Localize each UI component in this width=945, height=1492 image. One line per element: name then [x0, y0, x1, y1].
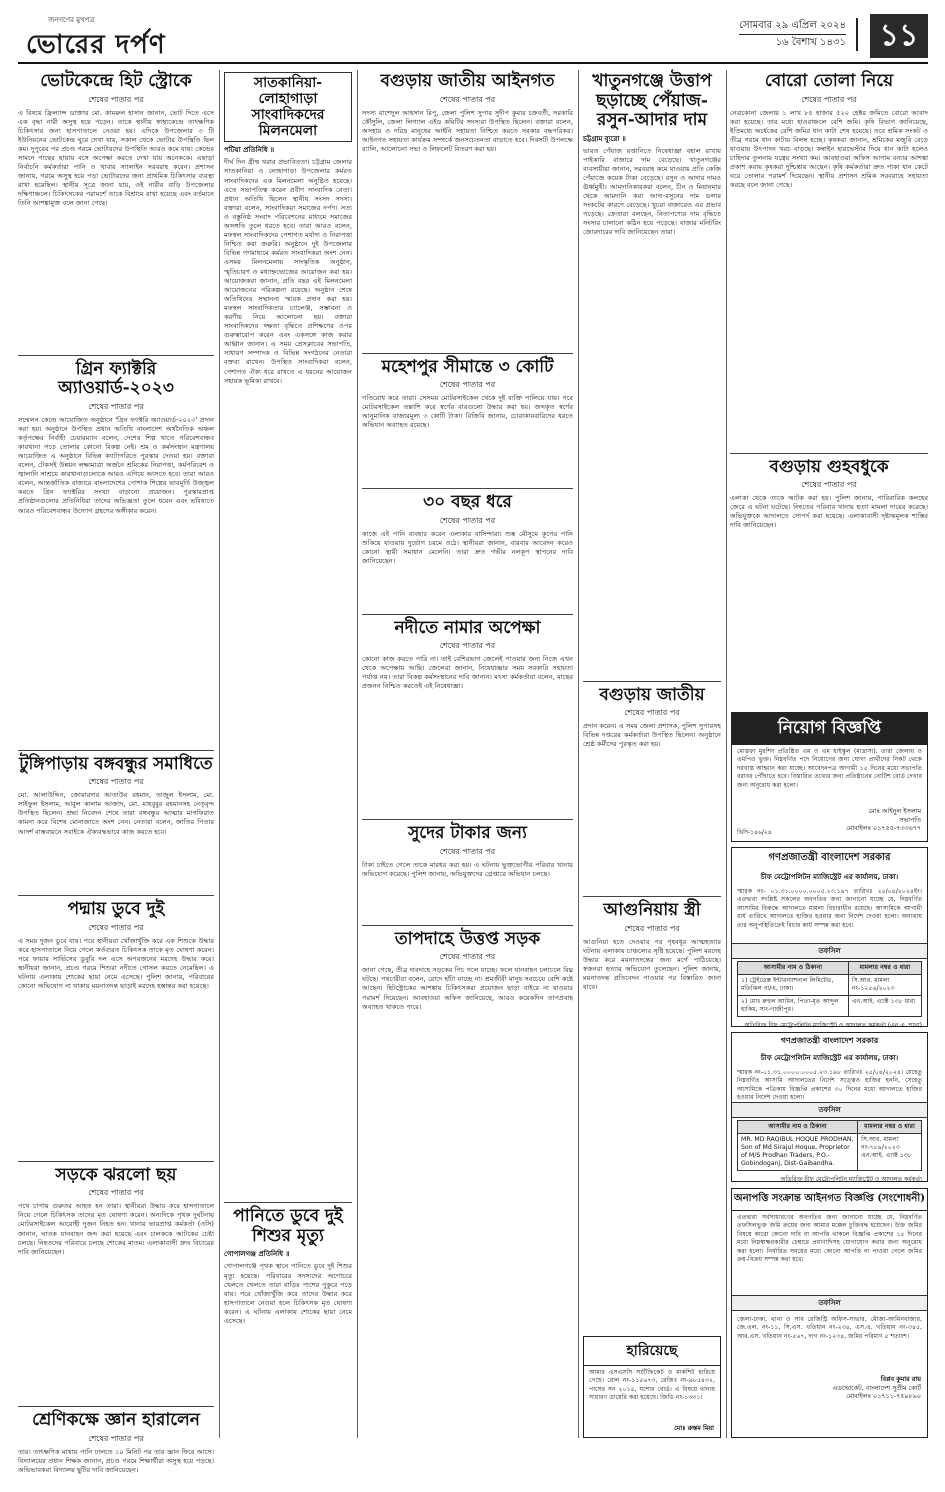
continued-label: শেষের পাতার পর — [801, 94, 857, 104]
column-2 — [224, 70, 352, 1440]
article-padma-drowning — [18, 900, 214, 1157]
article-body: পথে চাপায় গুরুতর আহত হন তারা। স্থানীয়রা উদ্ধার করে হাসপাতালে নিয়ে গেলে চিকিৎসক তাদের মৃত ঘোষণা করেন। অন্যদিকে পৃথক দুর্ঘটনায় মোটরসাইকেল আরোহী দুজন নিহত হন। থানার ভারপ্রাপ্ত কর্মকর্তা (ওসি) জানান, ঘাতক যানবাহন জব্দ করা হয়েছে এবং চালককে আটকের চেষ্টা চলছে। নিহতদের পরিবারে চলছে শোকের মাতম। এলাকাবাসী দ্রুত বিচারের দাবি জানিয়েছেন। — [18, 1202, 214, 1256]
table-caption: তফসিল — [732, 943, 927, 959]
article-bogura-national — [583, 686, 721, 893]
schedule-table — [737, 1120, 922, 1171]
tagline: জনগণের মুখপত্র — [48, 16, 95, 24]
article-khatunganj — [583, 72, 721, 677]
continued-label: শেষের পাতার পর — [439, 380, 496, 390]
article-body: টাকা চাইতে গেলে তাকে মারধর করা হয়। এ ঘটনায় ভুক্তভোগীর পরিবার থানায় অভিযোগ করেছে। পুলিশ জানায়, অভিযুক্তদের গ্রেপ্তারে অভিযান চলছে। — [362, 860, 573, 878]
signatory-title: এডভোকেট, বাংলাদেশ সুপ্রীম কোর্ট — [832, 1383, 921, 1392]
headline: গ্রিন ফ্যাক্টরি অ্যাওয়ার্ড-২০২৩ — [58, 358, 174, 399]
article-tungipara — [18, 755, 214, 892]
article-green-factory — [18, 360, 214, 746]
article-heatwave-road — [362, 930, 573, 1447]
byline: চট্টগ্রাম ব্যুরো ॥ — [583, 134, 626, 143]
recruitment-ad — [731, 712, 928, 842]
article-bogura-legal — [362, 72, 573, 349]
continued-label: শেষের পাতার পর — [439, 641, 496, 651]
paper-name: ভোরের দর্পণ — [26, 30, 166, 60]
divider — [583, 896, 721, 897]
headline: ৩০ বছর ধরে — [423, 492, 512, 513]
article-body: গতিরোধ করে তারা। সেসময় মোটরসাইকেল থেকে দুই ব্যক্তি পালিয়ে যায়। পরে মোটরসাইকেল তল্লাশি করে স্বর্ণের বারগুলো উদ্ধার করা হয়। জব্দকৃত স্বর্ণের আনুমানিক বাজারমূল্য ৩ কোটি টাকা। বিজিবি জানায়, চোরাকারবারিদের ধরতে অভিযান অব্যাহত রয়েছে। — [362, 394, 573, 430]
column-divider — [219, 70, 220, 1438]
article-classroom-faint — [18, 1411, 214, 1488]
article-body: এ বিষয়ে ফ্রিল্যান্স ডাক্তার মো. কামরুল হাসান জানান, ভোট দিতে এসে এক বৃদ্ধা নারী অসুস্থ হয়ে পড়েন। তাকে স্থানীয় স্বাস্থ্যকেন্দ্রে তাৎক্ষণিক চিকিৎসার জন্য হাসপাতালে নেওয়া হয়। এদিকে উপজেলার ৩ টি ইউনিয়নের ভোটকেন্দ্র ঘুরে দেখা যায়, সকাল থেকে ভোটার উপস্থিতি ছিল কম। দুপুরের পর প্রচণ্ড গরমে ভোটারদের উপস্থিতি আরও কমে যায়। কেন্দ্রের সামনে গাছের ছায়ায় বসে অপেক্ষা করতে দেখা যায় অনেককে। এছাড়া নির্বাচনি কর্মকর্তারা পানি ও খাবার স্যালাইন সরবরাহ করেন। প্রশাসন জানায়, গরমে অসুস্থ হয়ে পড়া ভোটারদের জন্য প্রাথমিক চিকিৎসার ব্যবস্থা রাখা হয়েছিল। স্থানীয় সূত্রে জানা যায়, ওই নারীর বাড়ি উপজেলার দক্ষিণাঞ্চলে। চিকিৎসকের পরামর্শে তাকে বিশ্রামে রাখা হয়েছে এবং বর্তমানে তিনি আশঙ্কামুক্ত বলে জানা গেছে। — [18, 108, 214, 208]
headline: বগুড়ায় জাতীয় — [599, 684, 705, 705]
article-body: এলাকা থেকে তাকে আটক করা হয়। পুলিশ জানায়, পারিবারিক কলহের জেরে এ ঘটনা ঘটেছে। নিহতের পরিবার থানায় হত্যা মামলা দায়ের করেছে। অভিযুক্তকে আদালতে সোপর্দ করা হয়েছে। এলাকাবাসী দৃষ্টান্তমূলক শাস্তির দাবি জানিয়েছেন। — [730, 494, 928, 530]
date-bengali: ১৬ বৈশাখ ১৪৩১ — [775, 37, 846, 48]
ad-banner: হারিয়েছে — [584, 1337, 720, 1366]
headline: খাতুনগঞ্জে উত্তাপ ছড়াচ্ছে পেঁয়াজ-রসুন-আদার দাম — [592, 71, 712, 131]
headline: আগুনিয়ায় স্ত্রী — [603, 900, 701, 921]
divider — [362, 614, 573, 615]
headline: শ্রেণিকক্ষে জ্ঞান হারালেন — [32, 1410, 200, 1431]
continued-label: শেষের পাতার পর — [88, 94, 144, 104]
headline: বোরো তোলা নিয়ে — [764, 71, 894, 91]
continued-label: শেষের পাতার পর — [439, 94, 496, 104]
court-notice-ad — [731, 847, 928, 1027]
signatory-phone: মোবাইলঃ ০১৭১১-৭৫৯৮৯০ — [846, 1392, 921, 1401]
article-body: এ সময় দুজন ডুবে যায়। পরে স্থানীয়রা খোঁজাখুঁজি করে এক শিশুকে উদ্ধার করে হাসপাতালে নিয়ে গেলে কর্তব্যরত চিকিৎসক তাকে মৃত ঘোষণা করেন। পরে ফায়ার সার্ভিসের ডুবুরি দল এসে অপরজনের মরদেহ উদ্ধার করে। স্থানীয়রা জানান, প্রচণ্ড গরমে শিশুরা নদীতে গোসল করতে নেমেছিল। এ ঘটনায় এলাকায় শোকের ছায়া নেমে এসেছে। পুলিশ জানায়, পরিবারের কোনো অভিযোগ না থাকায় ময়নাতদন্ত ছাড়াই মরদেহ হস্তান্তর করা হয়েছে। — [18, 936, 214, 991]
dateline — [739, 18, 858, 51]
article-body: জানা গেছে, তীব্র দাবদাহে সড়কের পিচ গলে যাচ্ছে। ফলে যানবাহন চলাচলে বিঘ্ন ঘটছে। পথচারীরা বলেন, রোদে হাঁটা যাচ্ছে না। শ্রমজীবী মানুষ সবচেয়ে বেশি কষ্টে আছেন। হিটস্ট্রোকের আশঙ্কায় চিকিৎসকরা প্রয়োজন ছাড়া বাইরে না যাওয়ার পরামর্শ দিয়েছেন। আবহাওয়া অফিস জানিয়েছে, আরও কয়েকদিন তাপপ্রবাহ অব্যাহত থাকতে পারে। — [362, 966, 573, 1011]
ad-ref: ভিদি-১৪৬/২৪ — [737, 829, 772, 836]
ad-subtitle: চীফ মেট্রোপলিটন ম্যাজিস্ট্রেট এর কার্যালয়, ঢাকা। — [760, 873, 899, 881]
signatory-title: সভাপতি — [899, 815, 921, 824]
ad-signature: মোঃ রুস্তম মিয়া — [674, 1424, 714, 1432]
court-notice-ad-2 — [731, 1032, 928, 1182]
divider — [362, 819, 573, 820]
date-gregorian: সোমবার ২৯ এপ্রিল ২০২৪ — [739, 18, 846, 35]
continued-label: শেষের পাতার পর — [439, 846, 496, 856]
divider — [18, 750, 214, 751]
ad-signature: অতিরিক্ত চীফ মেট্রোপলিটন ম্যাজিস্ট্রেট ও আদালত কর্মকর্তা — [780, 1176, 922, 1183]
ad-body: মোস্তফা মুরশিদ প্রতিষ্ঠিত এম ও এম হাইস্কুল (মাদ্রাসা), তারা জেলায় ও এমপিও ভুক্ত। নিম্নবর্ণিত পদে নিয়োগের জন্য যোগ্য প্রার্থীদের নিকট থেকে দরখাস্ত আহ্বান করা যাচ্ছে। আবেদনপত্র আগামী ১৫ দিনের মধ্যে সভাপতি বরাবর পৌঁছাতে হবে। বিস্তারিত তথ্যের জন্য প্রতিষ্ঠানের নোটিশ বোর্ড দেখার জন্য অনুরোধ করা হলো। — [737, 748, 922, 789]
column-divider — [578, 70, 579, 1438]
continued-label: শেষের পাতার পর — [88, 777, 144, 787]
table-cell: সি.আর. মামলা নং-৭৮৯/২০২৩ এন.আই. এ্যাক্ট ১৩৮ — [858, 1134, 922, 1171]
headline: সাতকানিয়া-লোহাগাড়া সাংবাদিকদের মিলনমেলা — [224, 72, 352, 142]
column-1 — [18, 70, 214, 1475]
article-body: সম্মেলন কেন্দ্রে আয়োজিত অনুষ্ঠানে 'গ্রিন ফ্যাক্টরি অ্যাওয়ার্ড-২০২৩' প্রদান করা হয়। অনুষ্ঠানে উপস্থিত প্রধান অতিথি বাংলাদেশ অর্থনৈতিক অঞ্চল কর্তৃপক্ষের নির্বাহী চেয়ারম্যান বলেন, দেশের শিল্প খাতে পরিবেশবান্ধব কারখানা গড়ে তোলার কোনো বিকল্প নেই। শ্রম ও কর্মসংস্থান মন্ত্রণালয় আয়োজিত এ অনুষ্ঠানে বিভিন্ন ক্যাটাগরিতে পুরস্কার দেওয়া হয়। বক্তারা বলেন, টেকসই উন্নয়ন লক্ষ্যমাত্রা অর্জনে শ্রমিকের নিরাপত্তা, কর্মপরিবেশ ও জ্বালানি সাশ্রয়ে কারখানাগুলোকে আরও এগিয়ে আসতে হবে। তারা আরও বলেন, আন্তর্জাতিক বাজারে বাংলাদেশের পোশাক শিল্পের ভাবমূর্তি উজ্জ্বল করতে গ্রিন ফ্যাক্টরির সংখ্যা বাড়ানো প্রয়োজন। পুরস্কারপ্রাপ্ত প্রতিষ্ঠানগুলোর প্রতিনিধিরা তাদের অভিজ্ঞতা তুলে ধরেন এবং ভবিষ্যতে আরও পরিবেশবান্ধব উদ্যোগ গ্রহণের অঙ্গীকার করেন। — [18, 415, 214, 515]
continued-label: শেষের পাতার পর — [88, 1433, 144, 1443]
masthead — [18, 14, 928, 60]
table-header: মামলার নম্বর ও ধারা — [858, 1121, 922, 1134]
continued-label: শেষের পাতার পর — [88, 1188, 144, 1198]
ad-banner: অনাপত্তি সংক্রান্ত আইনগত বিজ্ঞপ্তি (সংশোধনী) — [732, 1189, 927, 1211]
article-body: গোপালগঞ্জে পৃথক স্থানে পানিতে ডুবে দুই শিশুর মৃত্যু হয়েছে। পরিবারের সদস্যদের অগোচরে খেলতে খেলতে তারা বাড়ির পাশের পুকুরে পড়ে যায়। পরে খোঁজাখুঁজি করে তাদের উদ্ধার করে হাসপাতালে নেওয়া হলে চিকিৎসক মৃত ঘোষণা করেন। এ ঘটনায় এলাকায় শোকের ছায়া নেমে এসেছে। — [224, 1262, 352, 1326]
continued-label: শেষের পাতার পর — [88, 401, 144, 411]
article-hit-stroke — [18, 72, 214, 351]
column-divider — [726, 70, 727, 1438]
table-row — [738, 996, 922, 1017]
table-row — [738, 975, 922, 996]
article-road-accident — [18, 1166, 214, 1403]
continued-label: শেষের পাতার পর — [624, 708, 680, 718]
headline: নদীতে নামার অপেক্ষা — [394, 617, 541, 638]
ad-signature — [732, 1373, 927, 1403]
column-5 — [730, 70, 928, 690]
article-journalists-meet — [224, 72, 352, 1198]
article-maheshpur — [362, 358, 573, 485]
article-boro-harvest — [730, 72, 928, 449]
table-cell: এন.আই. এ্যাক্ট ১৩৮ ধারা — [848, 996, 921, 1017]
ad-subtitle: চীফ মেট্রোপলিটন ম্যাজিস্ট্রেট এর কার্যালয়, ঢাকা। — [760, 1054, 899, 1062]
continued-label: শেষের পাতার পর — [801, 480, 857, 490]
divider — [18, 1161, 214, 1162]
column-4 — [583, 70, 721, 1150]
ad-body: স্মারক নং- ০১.৩১.০০০০.০০০৫.২৩.১৯৭ তারিখঃ ২৫/০৪/২০২৪ইং। এতদ্বারা সংশ্লিষ্ট সকলের অবগতির জন্য জানানো যাচ্ছে যে, নিম্নবর্ণিত আসামির বিরুদ্ধে আদালতে মামলা বিচারাধীন রয়েছে। আসামিকে আগামী ধার্য তারিখে আদালতে হাজির হওয়ার জন্য নির্দেশ দেওয়া হলো। অন্যথায় তার অনুপস্থিতিতেই বিচার কার্য সম্পন্ন করা হবে। — [737, 888, 922, 929]
divider — [18, 355, 214, 356]
headline: তাপদাহে উত্তপ্ত সড়ক — [394, 928, 541, 949]
table-header: আসামীর নাম ও ঠিকানা — [738, 1121, 858, 1134]
headline: পদ্মায় ডুবে দুই — [67, 899, 165, 920]
headline: সড়কে ঝরলো ছয় — [55, 1164, 177, 1185]
schedule-table — [737, 961, 922, 1017]
ad-body: আমার এসএসসি সার্টিফিকেট ও মার্কশিট হারিয়ে গেছে। রোল নং-১১৫৬৭৩, রেজিঃ নং-৯৮৫৪৩২, পাসের সন ২০১৫, যশোর বোর্ড। এ বিষয়ে থানায় সাধারণ ডায়েরি করা হয়েছে। জিডি নং-১৩৩১। — [589, 1369, 715, 1402]
table-row — [738, 1134, 922, 1171]
newspaper-logo — [18, 14, 218, 58]
divider — [730, 453, 928, 454]
table-header: আসামীর নাম ও ঠিকানা — [738, 962, 849, 975]
ad-body: এতদ্বারা সর্বসাধারণের অবগতির জন্য জানানো যাচ্ছে যে, নিম্নবর্ণিত তফসিলভুক্ত জমি ক্রয়ের জন্য আমার মক্কেল চুক্তিবদ্ধ হয়েছেন। উক্ত জমির বিষয়ে কারো কোনো দাবি বা আপত্তি থাকলে বিজ্ঞপ্তি প্রকাশের ১৫ দিনের মধ্যে নিম্নস্বাক্ষরকারীর চেম্বারে প্রমাণাদিসহ যোগাযোগ করার জন্য অনুরোধ করা হলো। নির্ধারিত সময়ের মধ্যে কোনো আপত্তি না পাওয়া গেলে জমির ক্রয়-বিক্রয় সম্পন্ন করা হবে। — [737, 1214, 922, 1264]
schedule-text: জেলা-ঢাকা, থানা ও সাব রেজিস্ট্রি অফিস-সাভার, মৌজা-আমিনবাজার, জে.এল. নং-১১, সি.এস. খতিয়ান নং-২৩৪, এস.এ. খতিয়ান নং-৩৪৫, আর.এস. খতিয়ান নং-৫৬৭, দাগ নং-১২৩৪, জমির পরিমাণ ৫ শতাংশ। — [737, 1316, 922, 1340]
byline: গোপালগঞ্জ প্রতিনিধি ॥ — [224, 1250, 290, 1259]
article-bogura-housewife — [730, 458, 928, 685]
article-body: তার। তাৎক্ষণিক মাথায় পানি ঢালতে ১০ মিনিট পর তার জ্ঞান ফিরে আসে। বিদ্যালয়ের প্রধান শিক্ষক জানান, প্রচণ্ড গরমে শিক্ষার্থীরা অসুস্থ হয়ে পড়ছে। অভিভাবকরা বিদ্যালয় ছুটির দাবি জানিয়েছেন। — [18, 1447, 214, 1475]
column-divider — [357, 70, 358, 1438]
column-3 — [362, 70, 573, 1440]
table-caption: তফসিল — [732, 1295, 927, 1311]
masthead-rule — [18, 62, 928, 64]
continued-label: শেষের পাতার পর — [88, 922, 144, 932]
continued-label: শেষের পাতার পর — [624, 923, 680, 933]
headline: টুঙ্গিপাড়ায় বঙ্গবন্ধুর সমাধিতে — [19, 753, 213, 774]
article-body: কোনো কাজ করতে পারি না। তাই বেশিরভাগ জেলেই পাওয়ার জন্য নিজে এখন থেকে অপেক্ষায় আছি। জেলেরা জানান, নিষেধাজ্ঞার সময় সরকারি সহায়তা পর্যাপ্ত নয়। তারা বিকল্প কর্মসংস্থানের দাবি জানান। মৎস্য কর্মকর্তারা বলেন, মাছের প্রজনন নিশ্চিত করতেই এই নিষেধাজ্ঞা। — [362, 655, 573, 691]
continued-label: শেষের পাতার পর — [439, 515, 496, 525]
divider — [224, 1202, 352, 1203]
divider — [362, 925, 573, 926]
headline: পানিতে ডুবে দুই শিশুর মৃত্যু — [233, 1206, 343, 1246]
article-body: দীর্ঘ দিন গ্রীষ্ম খরার প্রভাবিততা। চট্টগ্রাম জেলার সাতকানিয়া ও লোহাগাড়া উপজেলার কর্মরত সাংবাদিকদের এক মিলনমেলা অনুষ্ঠিত হয়েছে। এতে সভাপতিত্ব করেন প্রবীণ সাংবাদিক নেতা। প্রধান অতিথি ছিলেন স্থানীয় সংসদ সদস্য। বক্তারা বলেন, সাংবাদিকরা সমাজের দর্পণ। সত্য ও বস্তুনিষ্ঠ সংবাদ পরিবেশনের মাধ্যমে সমাজের অসঙ্গতি তুলে ধরতে হবে। তারা আরও বলেন, মফস্বল সাংবাদিকদের পেশাগত মর্যাদা ও নিরাপত্তা নিশ্চিত করা জরুরি। অনুষ্ঠানে দুই উপজেলার বিভিন্ন গণমাধ্যমে কর্মরত সাংবাদিকরা অংশ নেন। এসময় মিলনমেলায় সাংস্কৃতিক অনুষ্ঠান, স্মৃতিচারণ ও মধ্যাহ্নভোজের আয়োজন করা হয়। আয়োজকরা জানান, প্রতি বছর এই মিলনমেলা আয়োজনের পরিকল্পনা রয়েছে। অনুষ্ঠান শেষে অতিথিদের সম্মাননা স্মারক প্রদান করা হয়। মফস্বল সাংবাদিকতার চ্যালেঞ্জ, সম্ভাবনা ও করণীয় নিয়ে আলোচনা হয়। বক্তারা সাংবাদিকদের দক্ষতা বৃদ্ধিতে প্রশিক্ষণের ওপর গুরুত্বারোপ করেন এবং একসঙ্গে কাজ করার আহ্বান জানান। এ সময় প্রেসক্লাবের সভাপতি, সাধারণ সম্পাদক ও বিভিন্ন সংগঠনের নেতারা বক্তব্য রাখেন। উপস্থিত সাংবাদিকরা বলেন, পেশাগত ঐক্য ধরে রাখতে এ ধরনের আয়োজন সহায়ক ভূমিকা রাখবে। — [224, 158, 352, 385]
divider — [18, 1406, 214, 1407]
article-river-wait — [362, 619, 573, 816]
article-body: ভারত পেঁয়াজ রপ্তানিতে নিষেধাজ্ঞা বহাল রাখায় পাইকারি বাজারে দাম বেড়েছে। খাতুনগঞ্জের ব্যবসায়ীরা জানান, সরবরাহ কমে যাওয়ায় প্রতি কেজি পেঁয়াজে কয়েক টাকা বেড়েছে। রসুন ও আদার দামও ঊর্ধ্বমুখী। আমদানিকারকরা বলেন, চীন ও মিয়ানমার থেকে আমদানি করা আদা-রসুনের দাম ডলার সংকটের কারণে বেড়েছে। খুচরা বাজারেও এর প্রভাব পড়েছে। ক্রেতারা বলছেন, নিত্যপণ্যের দাম বৃদ্ধিতে সংসার চালানো কঠিন হয়ে পড়েছে। বাজার মনিটরিং জোরদারের দাবি জানিয়েছেন তারা। — [583, 146, 721, 237]
table-header: মামলার নম্বর ও ধারা — [848, 962, 921, 975]
ad-signature: অতিরিক্ত চীফ মেট্রোপলিটন ম্যাজিস্ট্রেট ও আদালত কর্মকর্তা (এন.এ. শাখা) — [744, 1022, 922, 1029]
lost-notice-ad — [583, 1336, 721, 1438]
signatory-name: বিপ্লব কুমার রায় — [880, 1375, 921, 1383]
headline: বগুড়ায় জাতীয় আইনগত — [380, 71, 555, 91]
article-body: কাজে এই পানি ব্যবহার করেন এলাকার বাসিন্দারা। শুষ্ক মৌসুমে কূপের পানি শুকিয়ে যাওয়ায় দুর্ভোগ চরমে ওঠে। স্থানীয়রা জানান, বারবার আবেদন করেও কোনো স্থায়ী সমাধান মেলেনি। তারা দ্রুত গভীর নলকূপ স্থাপনের দাবি জানিয়েছেন। — [362, 529, 573, 565]
divider — [583, 681, 721, 682]
ad-body: স্মারক নং-০১.৩১.০০০০.০০০৫.২৩.১৯৮ তারিখঃ ২৫/০৪/২০২৪। যেহেতু নিম্নবর্ণিত আসামি আদালতের নির্দেশ সত্ত্বেও হাজির হননি, সেহেতু আসামিকে পত্রিকায় বিজ্ঞপ্তি প্রকাশের ৩০ দিনের মধ্যে আদালতে হাজির হওয়ার নির্দেশ দেওয়া হলো। — [737, 1069, 922, 1102]
article-child-drowning — [224, 1207, 352, 1492]
article-body: নেত্রকোনা জেলায় ১ লাখ ৮৫ হাজার ৫২০ হেক্টর জমিতে বোরো আবাদ করা হয়েছে। তার মধ্যে হাওরাঞ্চলে বেশি জমি। কৃষি বিভাগ জানিয়েছে, ইতিমধ্যে অর্ধেকের বেশি জমির ধান কাটা শেষ হয়েছে। তবে শ্রমিক সংকট ও তীব্র গরমে ধান কাটায় বিলম্ব হচ্ছে। কৃষকরা জানান, শ্রমিকের মজুরি বেড়ে যাওয়ায় উৎপাদন খরচ বাড়ছে। কম্বাইন হারভেস্টার দিয়ে ধান কাটা হলেও চাহিদার তুলনায় যন্ত্রের সংখ্যা কম। আবহাওয়া অফিস আগাম বন্যার আশঙ্কা প্রকাশ করায় কৃষকরা দুশ্চিন্তায় আছেন। কৃষি কর্মকর্তারা দ্রুত পাকা ধান কেটে ঘরে তোলার পরামর্শ দিয়েছেন। স্থানীয় প্রশাসন শ্রমিক সরবরাহে সহায়তা করছে বলে জানা গেছে। — [730, 108, 928, 190]
page-number: ১১ — [870, 14, 928, 58]
signatory-name: মোঃ আইনুল ইসলাম — [868, 807, 921, 815]
divider — [362, 353, 573, 354]
article-body: আগুনিয়া হতে দেওয়ার পর গৃহবধূর আত্মহত্যার ঘটনায় এলাকায় চাঞ্চল্যের সৃষ্টি হয়েছে। পুলিশ মরদেহ উদ্ধার করে ময়নাতদন্তের জন্য মর্গে পাঠিয়েছে। স্বজনরা হত্যার অভিযোগ তুলেছেন। পুলিশ জানায়, ময়নাতদন্ত প্রতিবেদন পাওয়ার পর বিস্তারিত জানা যাবে। — [583, 937, 721, 992]
divider — [18, 895, 214, 896]
table-caption: তফসিল — [732, 1102, 927, 1118]
ad-banner: নিয়োগ বিজ্ঞপ্তি — [732, 713, 927, 745]
ad-title: গণপ্রজাতন্ত্রী বাংলাদেশ সরকার — [768, 852, 891, 863]
article-interest-money — [362, 824, 573, 921]
article-body: মো. আলাউদ্দিন, জোয়ারদার আতাউর রহমান, তাজুল ইসলাম, মো. সাইফুল ইসলাম, আবুল কালাম আজাদ, মো. মাহবুবুর রহমানসহ নেতৃবৃন্দ উপস্থিত ছিলেন। শ্রদ্ধা নিবেদন শেষে তারা বঙ্গবন্ধুর আত্মার মাগফিরাত কামনা করে বিশেষ মোনাজাতে অংশ নেন। নেতারা বলেন, জাতির পিতার আদর্শ বাস্তবায়নে সবাইকে ঐক্যবদ্ধভাবে কাজ করতে হবে। — [18, 791, 214, 836]
headline: বগুড়ায় গুহবধুকে — [769, 456, 889, 477]
headline: মহেশপুর সীমান্তে ৩ কোটি — [381, 356, 554, 377]
article-body: সদস্য রাশেদুল আহসান রিপু, জেলা পুলিশ সুপার সুদীপ কুমার চক্রবর্তী, সরকারি কৌঁসুলি, জেলা লিগ্যাল এইড কমিটির সদস্যরা উপস্থিত ছিলেন। বক্তারা বলেন, অসহায় ও দরিদ্র মানুষের আইনি সহায়তা নিশ্চিত করতে সরকার বদ্ধপরিকর। আইনগত সহায়তা কার্যক্রম সম্পর্কে জনসচেতনতা বাড়াতে হবে। দিবসটি উপলক্ষে র‍্যালি, আলোচনা সভা ও লিফলেট বিতরণ করা হয়। — [362, 108, 573, 153]
article-aguniya — [583, 901, 721, 1148]
table-cell: MR. MD RAQIBUL HOQUE PRODHAN, Son of Md Sirajul Hoque, Proprietor of M/S Prodhan Traders, P.O.-Gobindoganj, Dist-Gaibandha. — [738, 1134, 858, 1171]
signatory-phone: মোবাইলঃ ০১৭৫৫-৭৩৩৬৭৭ — [846, 824, 921, 833]
legal-notice-ad — [731, 1188, 928, 1438]
ad-title: গণপ্রজাতন্ত্রী বাংলাদেশ সরকার — [780, 1036, 879, 1045]
table-cell: সি.আর. মামলা নং-১২৫৬/২০২৩ — [848, 975, 921, 996]
table-cell: ২) মোঃ রুহুল আমিন, পিতা-মৃত আব্দুল হাকিম, সাং-গাজীপুর। — [738, 996, 849, 1017]
continued-label: শেষের পাতার পর — [439, 952, 496, 962]
headline: সুদের টাকার জন্য — [408, 823, 527, 844]
table-cell: ১) ট্রেইডেক্স ইন্টারন্যাশনাল লিমিটেড, মতিঝিল বা/এ, ঢাকা। — [738, 975, 849, 996]
divider — [362, 488, 573, 489]
article-body: প্রদান করেন। এ সময় জেলা প্রশাসক, পুলিশ সুপারসহ বিভিন্ন দপ্তরের কর্মকর্তারা উপস্থিত ছিলেন। অনুষ্ঠানে শ্রেষ্ঠ কর্মীদের পুরস্কৃত করা হয়। — [583, 722, 721, 749]
article-30-years — [362, 493, 573, 610]
headline: ভোটকেন্দ্রে হিট স্ট্রোকে — [40, 71, 192, 91]
byline: পটিয়া প্রতিনিধি ॥ — [224, 146, 275, 155]
